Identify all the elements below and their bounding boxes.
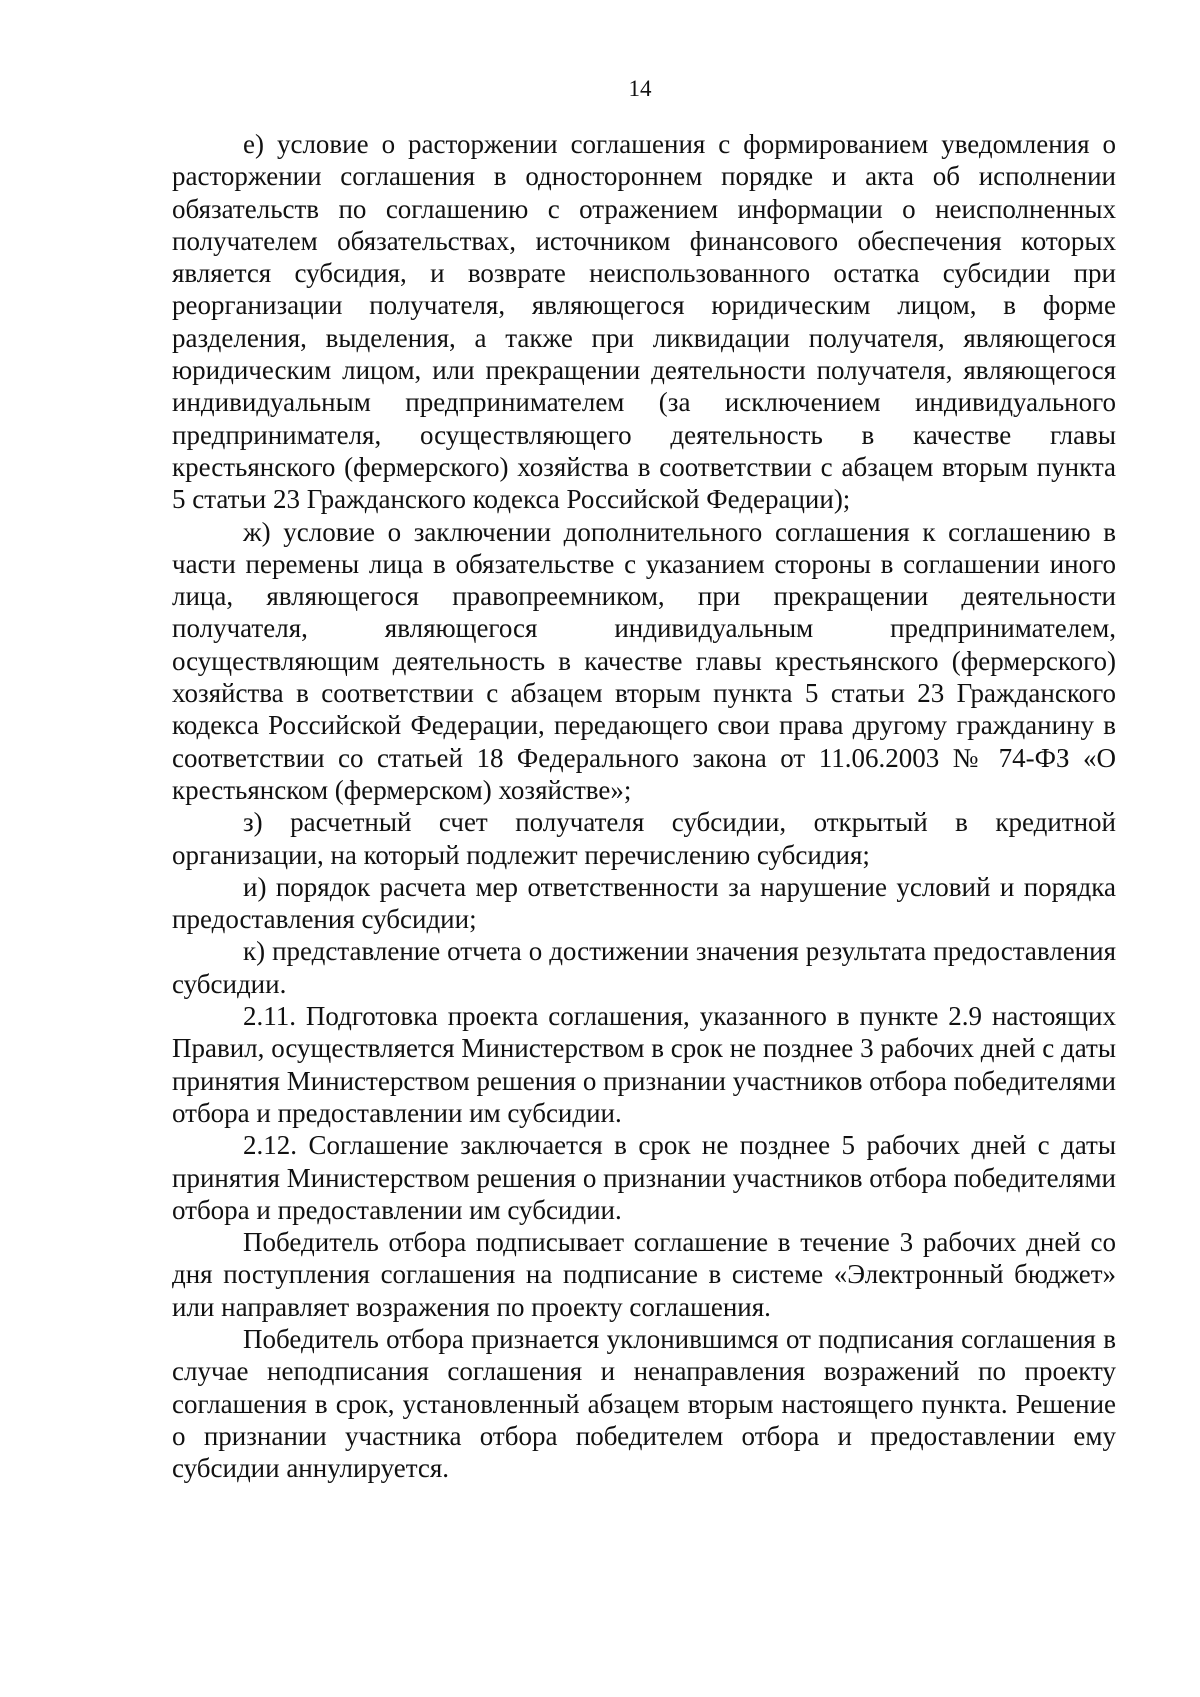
paragraph-item-zh: ж) условие о заключении дополнительного соглашения к соглашению в части перемены лица в обязательстве с указанием стороны в соглашении иного лица, являющегося правопреемником, при прекращении деятельности получателя, являющегося индивидуальным предпринимателем, осуществляющим деятельность в качестве главы крестьянского (фермерского) хозяйства в соответствии с абзацем вторым пункта 5 статьи 23 Гражданского кодекса Российской Федерации, передающего свои права другому гражданину в соответствии со статьей 18 Федерального закона от 11.06.2003 № 74-ФЗ «О крестьянском (фермерском) хозяйстве»; (172, 516, 1116, 805)
paragraph-winner-evades: Победитель отбора признается уклонившимся от подписания соглашения в случае неподписания соглашения и ненаправления возражений по проекту соглашения в срок, установленный абзацем вторым настоящего пункта. Решение о признании участника отбора победителем отбора и предоставлении ему субсидии аннулируется. (172, 1323, 1116, 1484)
page-number: 14 (628, 76, 652, 101)
paragraph-item-z: з) расчетный счет получателя субсидии, открытый в кредитной организации, на который подлежит перечислению субсидия; (172, 807, 1116, 870)
paragraph-winner-signs: Победитель отбора подписывает соглашение в течение 3 рабочих дней со дня поступления соглашения на подписание в системе «Электронный бюджет» или направляет возражения по проекту соглашения. (172, 1227, 1116, 1322)
paragraph-2-12: 2.12. Соглашение заключается в срок не позднее 5 рабочих дней с даты принятия Министерством решения о признании участников отбора победителями отбора и предоставлении им субсидии. (172, 1130, 1116, 1225)
paragraph-2-11: 2.11. Подготовка проекта соглашения, указанного в пункте 2.9 настоящих Правил, осуществляется Министерством в срок не позднее 3 рабочих дней с даты принятия Министерством решения о признании участников отбора победителями отбора и предоставлении им субсидии. (172, 1001, 1116, 1128)
document-body (172, 128, 1116, 1484)
paragraph-item-e: е) условие о расторжении соглашения с формированием уведомления о расторжении соглашения в одностороннем порядке и акта об исполнении обязательств по соглашению с отражением информации о неисполненных получателем обязательствах, источником финансового обеспечения которых является субсидия, и возврате неиспользованного остатка субсидии при реорганизации получателя, являющегося юридическим лицом, в форме разделения, выделения, а также при ликвидации получателя, являющегося юридическим лицом, или прекращении деятельности получателя, являющегося индивидуальным предпринимателем (за исключением индивидуального предпринимателя, осуществляющего деятельность в качестве главы крестьянского (фермерского) хозяйства в соответствии с абзацем вторым пункта 5 статьи 23 Гражданского кодекса Российской Федерации); (172, 129, 1116, 515)
paragraph-item-i: и) порядок расчета мер ответственности за нарушение условий и порядка предоставления субсидии; (172, 871, 1116, 935)
paragraph-item-k: к) представление отчета о достижении значения результата предоставления субсидии. (172, 936, 1116, 999)
